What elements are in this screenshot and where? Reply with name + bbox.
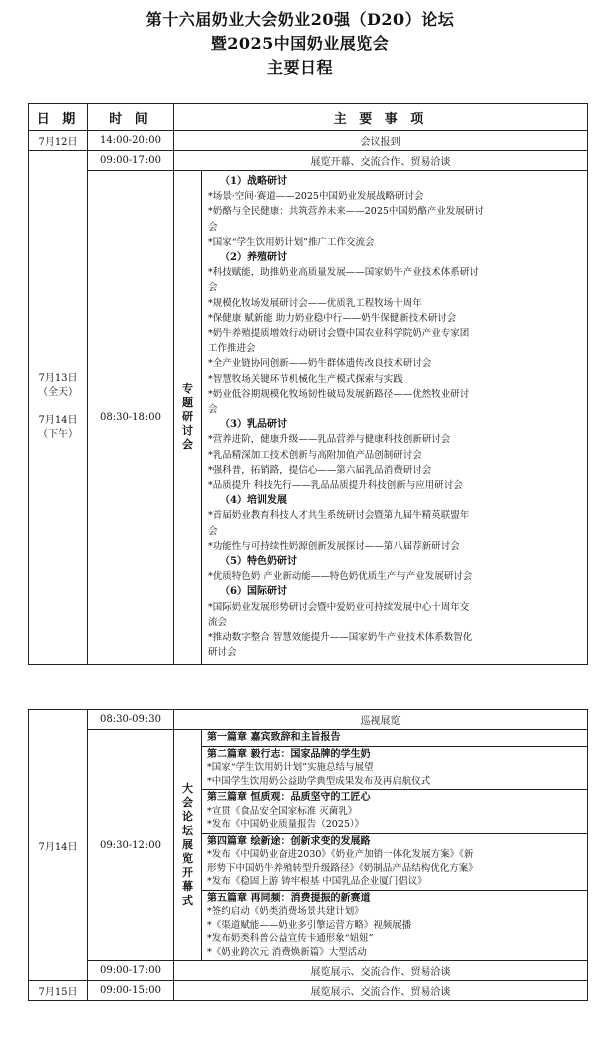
list-item: *签约启动《奶类消费场景共建计划》 [207, 906, 364, 917]
list-item: *奶酪与全民健康：共筑营养未来——2025中国奶酪产业发展研讨 [208, 206, 484, 218]
list-item: *强科普，拓销路，提信心——第六届乳品消费研讨会 [208, 464, 432, 476]
date-cell-multi [29, 151, 88, 665]
list-item: *首届奶业教育科技人才共生系统研讨会暨第九届牛精英联盟年 [208, 510, 470, 522]
time-cell: 14:00-20:00 [88, 131, 174, 151]
list-item: *国际奶业发展形势研讨会暨中爱奶业可持续发展中心十周年交 [208, 601, 470, 613]
list-item: *乳品精深加工技术创新与高附加值产品创制研讨会 [208, 449, 422, 461]
date-line: 7月14日 [38, 415, 78, 427]
header-time: 时 间 [88, 104, 174, 131]
list-item: *发布《稳固上游 铸牢根基 中国乳品企业厦门倡议》 [207, 876, 427, 887]
page-title: 第十六届奶业大会奶业20强（D20）论坛 [145, 10, 455, 29]
event-cell: 展览展示、交流合作、贸易洽谈 [174, 961, 588, 981]
list-item: *优质特色奶 产业新动能——特色奶优质生产与产业发展研讨会 [208, 571, 473, 583]
table-row [29, 171, 588, 665]
section-heading: （1）战略研讨 [220, 176, 287, 187]
section-heading: （3）乳品研讨 [220, 419, 287, 431]
table-row [29, 730, 588, 961]
event-cell: 会议报到 [174, 131, 588, 151]
session-label: 专 题 研 讨 会 [174, 171, 202, 665]
list-item: *科技赋能，助推奶业高质量发展——国家奶牛产业技术体系研讨 [208, 267, 479, 279]
section-heading: （5）特色奶研讨 [220, 556, 297, 568]
table-row [29, 151, 588, 171]
table-row [29, 981, 588, 1001]
chapter-block [202, 746, 587, 790]
chapter-block [202, 790, 587, 834]
table-row [29, 710, 588, 730]
time-cell: 09:00-15:00 [88, 981, 174, 1001]
list-item: *《渠道赋能——奶业多引擎运营方略》视频展播 [207, 919, 412, 931]
chapter-table [202, 730, 587, 960]
list-item: *发布《中国奶业奋进2030》《奶业产加销一体化发展方案》《新 [207, 849, 474, 860]
chapter-block [202, 730, 587, 746]
chapter-cell [202, 730, 588, 961]
date-line: 7月13日 [38, 373, 78, 385]
header-row [29, 104, 588, 131]
list-item: *奶牛养殖提质增效行动研讨会暨中国农业科学院奶产业专家团 [208, 328, 470, 340]
session-list [202, 171, 588, 665]
list-item: *奶业低谷期规模化牧场韧性破局发展新路径——优然牧业研讨 [208, 388, 470, 400]
list-item: *国家“学生饮用奶计划”实施总结与展望 [207, 762, 374, 773]
list-item: *推动数字整合 智慧效能提升——国家奶牛产业技术体系数智化 [208, 632, 473, 644]
ceremony-label: 大 会 论 坛 展 览 开 幕 式 [174, 730, 202, 961]
schedule-table-1 [28, 103, 588, 665]
header-date: 日 期 [29, 104, 88, 131]
table-row [29, 131, 588, 151]
page-subtitle: 暨2025中国奶业展览会 [210, 34, 390, 53]
section-heading: （4）培训发展 [220, 495, 287, 507]
event-cell: 展览展示、交流合作、贸易洽谈 [174, 981, 588, 1001]
list-item: 工作推进会 [208, 343, 256, 355]
list-item: *营养进阶，健康升级——乳品营养与健康科技创新研讨会 [208, 434, 451, 446]
schedule-table-2 [28, 709, 588, 1001]
list-item: *发布《中国奶业质量报告（2025）》 [207, 819, 365, 830]
time-cell: 08:30-09:30 [88, 710, 174, 730]
list-item: *国家“学生饮用奶计划”推广工作交流会 [208, 236, 375, 248]
chapter-title: 第二篇章 毅行志：国家品牌的学生奶 [207, 748, 371, 760]
list-item: 会 [208, 525, 218, 537]
list-item: *品质提升 科技先行——乳品品质提升科技创新与应用研讨会 [208, 480, 463, 492]
chapter-block [202, 890, 587, 960]
date-cell: 7月12日 [29, 131, 88, 151]
list-item: *功能性与可持续性奶源创新发展探讨——第八届荐新研讨会 [208, 540, 460, 552]
list-item: *全产业链协同创新——奶牛群体遗传改良技术研讨会 [208, 358, 432, 370]
chapter-title: 第五篇章 再同频：消费提振的新赛道 [207, 892, 371, 904]
section-heading: （6）国际研讨 [220, 586, 287, 598]
event-cell: 巡视展览 [174, 710, 588, 730]
chapter-title: 第四篇章 绘新途：创新求变的发展路 [207, 835, 371, 847]
list-item: *智慧牧场关键环节机械化生产模式探索与实践 [208, 373, 403, 385]
time-cell: 08:30-18:00 [88, 171, 174, 665]
header-events: 主 要 事 项 [174, 104, 588, 131]
date-cell: 7月14日 [29, 710, 88, 981]
list-item: *中国学生饮用奶公益助学典型成果发布及再启航仪式 [207, 775, 431, 787]
date-cell: 7月15日 [29, 981, 88, 1001]
event-cell: 展览开幕、交流合作、贸易洽谈 [174, 151, 588, 171]
time-cell: 09:30-12:00 [88, 730, 174, 961]
list-item: *发布奶类科普公益宣传卡通形象“妞妞” [207, 933, 374, 944]
chapter-block [202, 833, 587, 890]
list-item: 研讨会 [208, 647, 237, 659]
table-row [29, 961, 588, 981]
date-line: （下午） [38, 429, 78, 441]
list-item: 会 [208, 282, 218, 294]
time-cell: 09:00-17:00 [88, 151, 174, 171]
list-item: *规模化牧场发展研讨会——优质乳工程牧场十周年 [208, 297, 422, 309]
list-item: 形势下中国奶牛养殖转型升级路径》《奶制品产品结构优化方案》 [207, 862, 478, 874]
date-line: （全天） [38, 387, 78, 399]
chapter-title: 第一篇章 嘉宾致辞和主旨报告 [207, 732, 341, 743]
schedule-heading: 主要日程 [266, 58, 333, 77]
list-item: *《奶业跨次元 消费焕新篇》大型活动 [207, 946, 367, 958]
list-item: *场景·空间·赛道——2025中国奶业发展战略研讨会 [208, 191, 424, 203]
list-item: 会 [208, 221, 218, 233]
section-heading: （2）养殖研讨 [220, 252, 287, 264]
list-item: 流会 [208, 616, 228, 628]
list-item: *保健康 赋新能 助力奶业稳中行——奶牛保健新技术研讨会 [208, 312, 457, 324]
chapter-title: 第三篇章 恒质观：品质坚守的工匠心 [207, 792, 371, 803]
list-item: *宣贯《食品安全国家标准 灭菌乳》 [207, 805, 358, 817]
list-item: 会 [208, 404, 218, 416]
time-cell: 09:00-17:00 [88, 961, 174, 981]
